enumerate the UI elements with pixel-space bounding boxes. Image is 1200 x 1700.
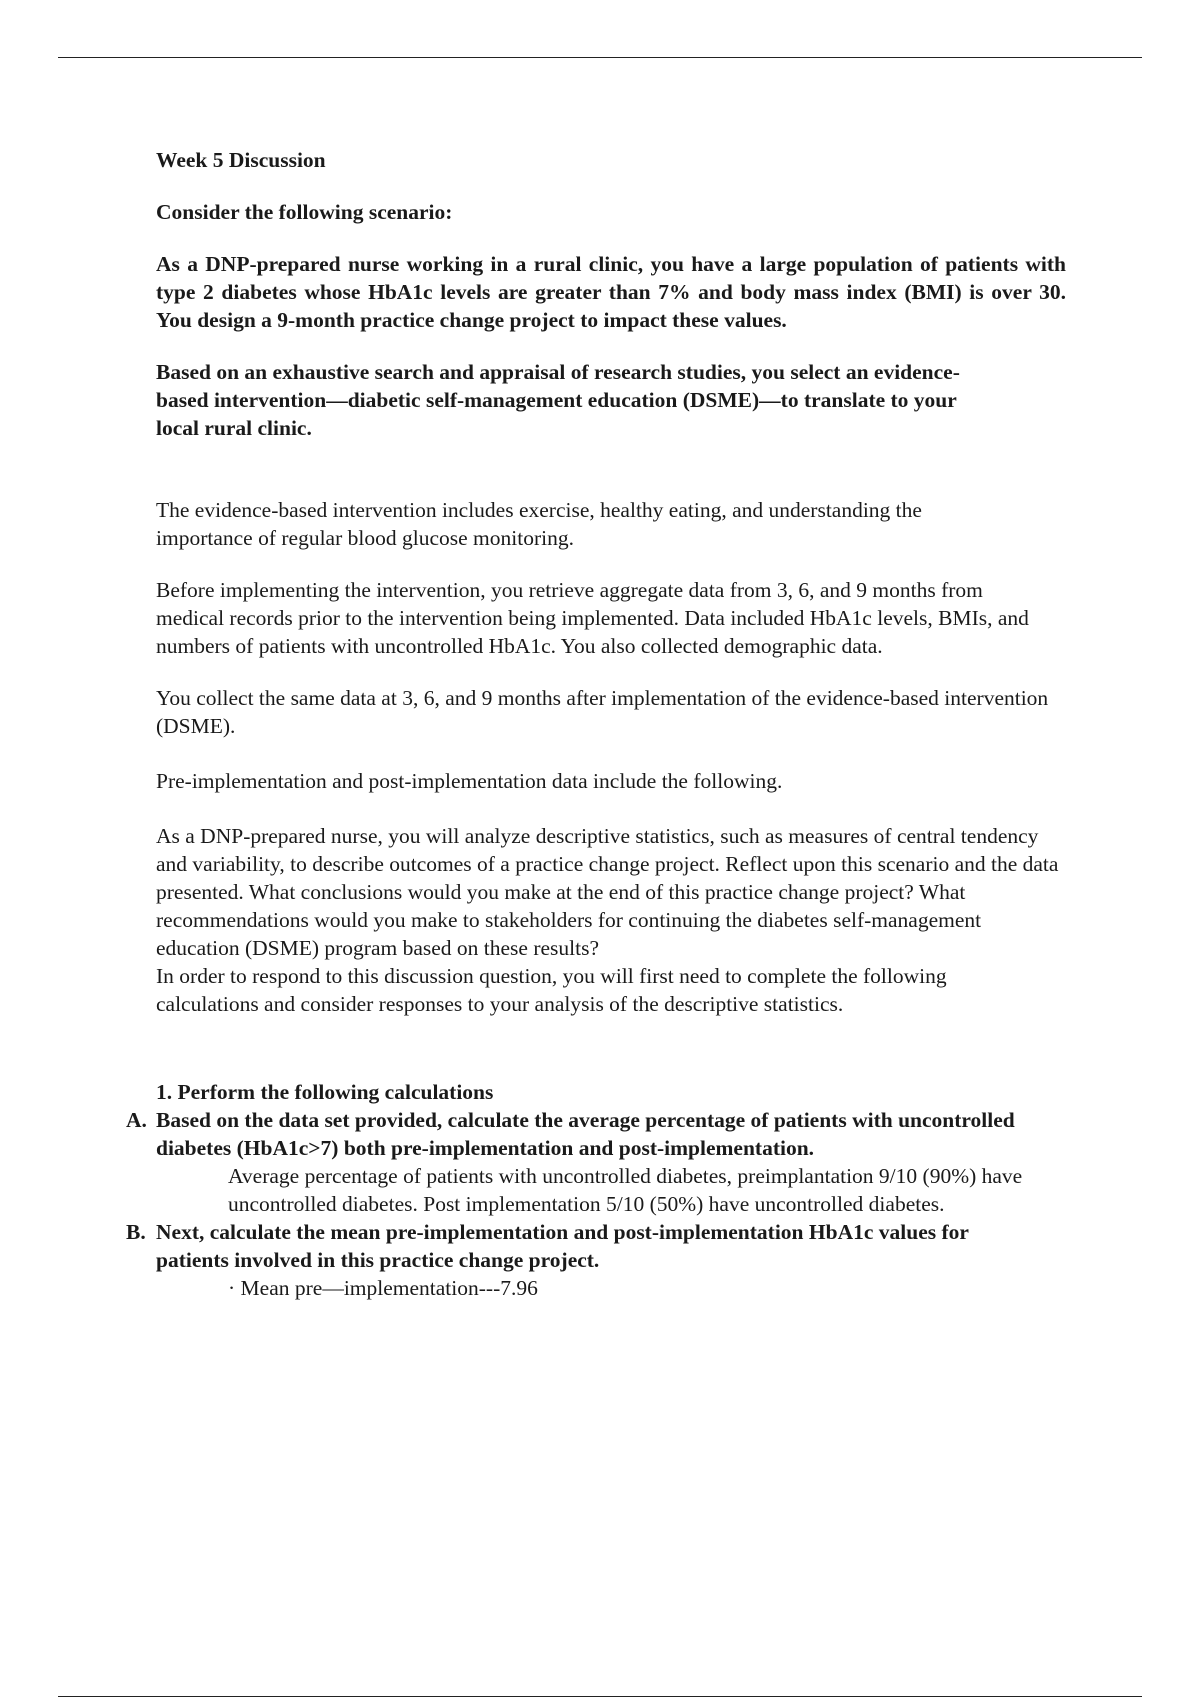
document-title: Week 5 Discussion: [156, 148, 326, 172]
body-paragraph-3: You collect the same data at 3, 6, and 9 months after implementation of the evidence-based intervention (DSME).: [156, 686, 1049, 738]
header-rule: [58, 57, 1142, 58]
item-a-question: Based on the data set provided, calculate the average percentage of patients with uncontrolled diabetes (HbA1c>7) both pre-implementation and post-implementation.: [156, 1108, 1015, 1160]
item-b-question: Next, calculate the mean pre-implementation and post-implementation HbA1c values for patients involved in this practice change project.: [156, 1220, 969, 1272]
list-item-b: [126, 1218, 1066, 1302]
body-paragraph-5: As a DNP-prepared nurse, you will analyze descriptive statistics, such as measures of central tendency and variability, to describe outcomes of a practice change project. Reflect upon this scenario and the data presented. What conclusions would you make at the end of this practice change project? What recommendations would you make to stakeholders for continuing the diabetes self-management education (DSME) program based on these results?: [156, 824, 1059, 960]
item-a-answer: Average percentage of patients with uncontrolled diabetes, preimplantation 9/10 (90%) have uncontrolled diabetes. Post implementation 5/10 (50%) have uncontrolled diabetes.: [228, 1164, 1023, 1216]
list-item-a: [126, 1106, 1066, 1218]
section-heading: 1. Perform the following calculations: [156, 1080, 494, 1104]
footer-rule: [58, 1696, 1142, 1697]
scenario-heading: Consider the following scenario:: [156, 200, 453, 224]
body-paragraph-1: The evidence-based intervention includes exercise, healthy eating, and understanding the importance of regular blood glucose monitoring.: [156, 498, 922, 550]
body-paragraph-4: Pre-implementation and post-implementation data include the following.: [156, 769, 783, 793]
body-paragraph-6: In order to respond to this discussion question, you will first need to complete the following calculations and consider responses to your analysis of the descriptive statistics.: [156, 964, 947, 1016]
list-marker-a: A.: [126, 1108, 147, 1132]
document-body: [126, 146, 1066, 1302]
list-marker-b: B.: [126, 1220, 146, 1244]
body-paragraph-2: Before implementing the intervention, you retrieve aggregate data from 3, 6, and 9 months from medical records prior to the intervention being implemented. Data included HbA1c levels, BMIs, and numbers of patients with uncontrolled HbA1c. You also collected demographic data.: [156, 578, 1029, 658]
scenario-paragraph-2: Based on an exhaustive search and appraisal of research studies, you select an evidence-based intervention—diabetic self-management education (DSME)—to translate to your local rural clinic.: [156, 360, 960, 440]
scenario-paragraph-1: As a DNP-prepared nurse working in a rural clinic, you have a large population of patients with type 2 diabetes whose HbA1c levels are greater than 7% and body mass index (BMI) is over 30. You design a 9-month practice change project to impact these values.: [156, 252, 1066, 332]
item-b-answer: · Mean pre—implementation---7.96: [228, 1276, 538, 1300]
